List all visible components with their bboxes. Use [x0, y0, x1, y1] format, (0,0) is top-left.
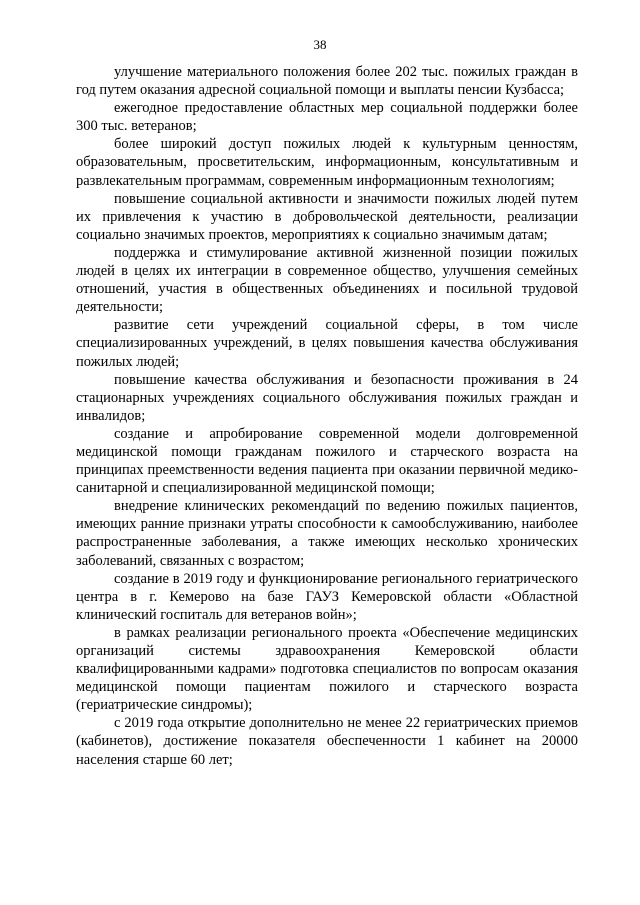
paragraph-10: создание в 2019 году и функционирование регионального гериатрического центра в г. Кемерово на базе ГАУЗ Кемеровской области «Областной клинический госпиталь для ветеранов войн»;	[76, 570, 578, 623]
paragraph-3: более широкий доступ пожилых людей к культурным ценностям, образовательным, просветительским, информационным, консультативным и развлекательным программам, современным информационным технологиям;	[76, 136, 578, 189]
paragraph-7: повышение качества обслуживания и безопасности проживания в 24 стационарных учреждениях социального обслуживания пожилых граждан и инвалидов;	[76, 371, 578, 424]
paragraph-5: поддержка и стимулирование активной жизненной позиции пожилых людей в целях их интеграции в современное общество, улучшения семейных отношений, участия в общественных объединениях и посильной трудовой деятельности;	[76, 244, 578, 316]
paragraph-11: в рамках реализации регионального проекта «Обеспечение медицинских организаций системы здравоохранения Кемеровской области квалифицированными кадрами» подготовка специалистов по вопросам оказания медицинской помощи пациентам пожилого и старческого возраста (гериатрические синдромы);	[76, 624, 578, 714]
paragraph-4: повышение социальной активности и значимости пожилых людей путем их привлечения к участию в добровольческой деятельности, реализации социально значимых проектов, мероприятиях к социально значимым датам;	[76, 190, 578, 243]
paragraph-8: создание и апробирование современной модели долговременной медицинской помощи гражданам пожилого и старческого возраста на принципах преемственности ведения пациента при оказании первичной медико-санитарной и специализированной медицинской помощи;	[76, 425, 578, 497]
page-number: 38	[313, 37, 327, 52]
paragraph-1: улучшение материального положения более 202 тыс. пожилых граждан в год путем оказания адресной социальной помощи и выплаты пенсии Кузбасса;	[76, 64, 578, 99]
paragraph-6: развитие сети учреждений социальной сферы, в том числе специализированных учреждений, в целях повышения качества обслуживания пожилых людей;	[76, 317, 578, 370]
document-body	[76, 63, 578, 769]
paragraph-12: с 2019 года открытие дополнительно не менее 22 гериатрических приемов (кабинетов), достижение показателя обеспеченности 1 кабинет на 20000 населения старше 60 лет;	[76, 715, 578, 768]
paragraph-9: внедрение клинических рекомендаций по ведению пожилых пациентов, имеющих ранние признаки утраты способности к самообслуживанию, наиболее распространенные заболевания, а также имеющих несколько хронических заболеваний, связанных с возрастом;	[76, 498, 578, 569]
paragraph-2: ежегодное предоставление областных мер социальной поддержки более 300 тыс. ветеранов;	[76, 100, 578, 135]
